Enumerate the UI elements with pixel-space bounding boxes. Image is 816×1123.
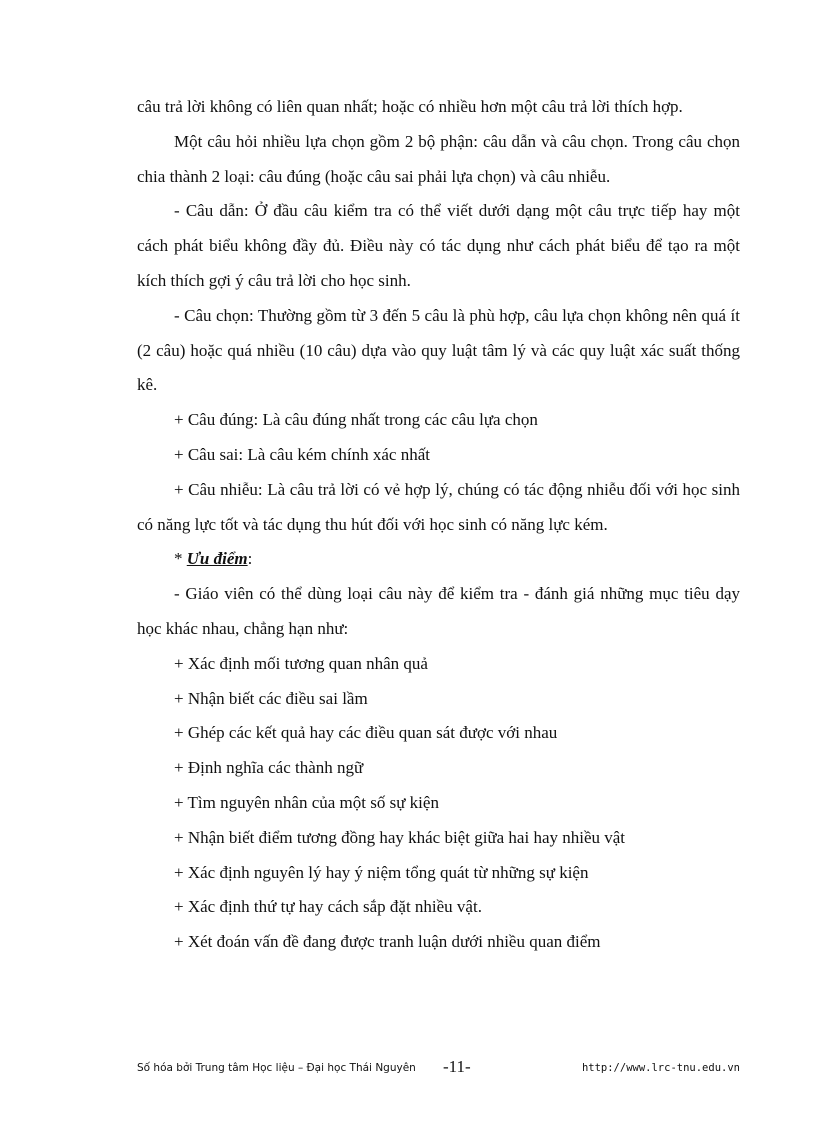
list-item: + Xác định thứ tự hay cách sắp đặt nhiều vật. [174, 897, 482, 917]
list-item: + Xác định mối tương quan nhân quả [174, 653, 428, 673]
section-heading-advantages [137, 542, 740, 577]
list-item: + Xác định nguyên lý hay ý niệm tổng quát từ những sự kiện [174, 862, 589, 882]
heading-suffix: : [247, 549, 253, 569]
page-footer [137, 1057, 740, 1081]
list-item: + Nhận biết điểm tương đồng hay khác biệt giữa hai hay nhiều vật [174, 827, 626, 847]
list-item: + Xét đoán vấn đề đang được tranh luận dưới nhiều quan điểm [174, 932, 601, 952]
paragraph-stem: - Câu dẫn: Ở đầu câu kiểm tra có thể viết dưới dạng một câu trực tiếp hay một cách phát biểu không đầy đủ. Điều này có tác dụng như cách phát biểu để tạo ra một kích thích gợi ý câu trả lời cho học sinh. [137, 201, 740, 290]
paragraph-continuation: câu trả lời không có liên quan nhất; hoặc có nhiều hơn một câu trả lời thích hợp. [137, 97, 683, 116]
list-item: + Tìm nguyên nhân của một số sự kiện [174, 792, 439, 812]
footer-source: Số hóa bởi Trung tâm Học liệu – Đại học Thái Nguyên [137, 1062, 416, 1074]
paragraph-advantages-intro: - Giáo viên có thể dùng loại câu này để kiểm tra - đánh giá những mục tiêu dạy học khác nhau, chẳng hạn như: [137, 584, 740, 638]
page-number: -11- [443, 1057, 471, 1076]
list-item: + Ghép các kết quả hay các điều quan sát được với nhau [174, 723, 558, 743]
paragraph-correct-answer: + Câu đúng: Là câu đúng nhất trong các câu lựa chọn [174, 410, 538, 430]
paragraph-mcq-structure: Một câu hỏi nhiều lựa chọn gồm 2 bộ phận: câu dẫn và câu chọn. Trong câu chọn chia thành 2 loại: câu đúng (hoặc câu sai phải lựa chọn) và câu nhiễu. [137, 131, 740, 186]
paragraph-wrong-answer: + Câu sai: Là câu kém chính xác nhất [174, 444, 430, 464]
list-item: + Định nghĩa các thành ngữ [174, 758, 364, 778]
page-body [137, 90, 740, 960]
footer-url: http://www.lrc-tnu.edu.vn [581, 1062, 740, 1074]
paragraph-options: - Câu chọn: Thường gồm từ 3 đến 5 câu là phù hợp, câu lựa chọn không nên quá ít (2 câu) hoặc quá nhiều (10 câu) dựa vào quy luật tâm lý và các quy luật xác suất thống kê. [137, 305, 740, 395]
list-item: + Nhận biết các điều sai lầm [174, 688, 368, 708]
paragraph-distractor: + Câu nhiễu: Là câu trả lời có vẻ hợp lý, chúng có tác động nhiễu đối với học sinh có năng lực tốt và tác dụng thu hút đối với học sinh có năng lực kém. [137, 479, 740, 534]
heading-text: Ưu điểm [186, 549, 248, 569]
heading-prefix: * [174, 549, 187, 569]
